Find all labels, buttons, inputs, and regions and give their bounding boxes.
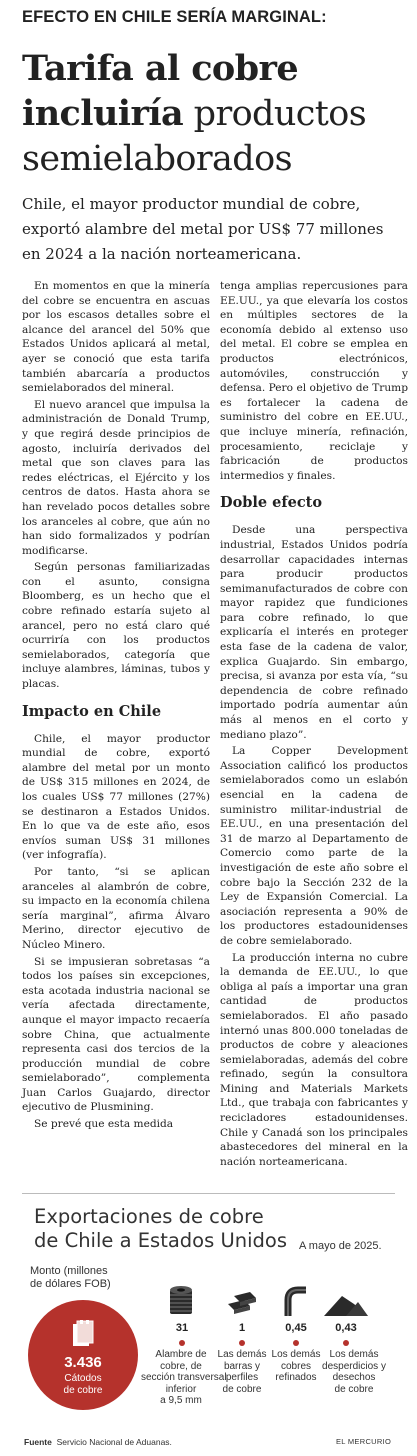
infographic-title-line: Exportaciones de cobre [34, 1205, 264, 1228]
scrap-label-line: desperdicios y [322, 1360, 386, 1372]
article-column-1 [22, 279, 210, 1134]
unit-line: Monto (millones [30, 1265, 108, 1277]
wire-label-line: cobre, de [160, 1360, 202, 1372]
scrap-label-line: desechos [332, 1372, 376, 1383]
article-column-2 [220, 279, 408, 1171]
paragraph: Se prevé que esta medida [34, 1118, 174, 1131]
infographic-unit [30, 1265, 140, 1291]
bars-label-line: de cobre [222, 1383, 262, 1395]
paragraph: La producción interna no cubre la demanda de EE.UU., lo que obliga al país a importar una gran cantidad de productos semielaborados. El año pasado internó unas 800.000 toneladas de productos de cobre y aleaciones semielaboradas, además del cobre refinado, según la consultora Mining and Materials Markets Ltd., que trabaja con fabricantes y recicladores estadounidenses. Chile y Canadá son los principales abastecedores del mineral en la nación norteamericana. [220, 951, 408, 1168]
scrap-marker [343, 1340, 349, 1346]
paragraph: Según personas familiarizadas con el asunto, consigna Bloomberg, es un hecho que el cobre refinado estaría sujeto al arancel, pero no está claro qué ocurriría con los productos semielaborados, categoría que incluye alambres, láminas, tubos y placas. [22, 561, 210, 691]
paragraph: tenga amplias repercusiones para EE.UU., ya que elevaría los costos en múltiples sectores de la economía debido al extenso uso del metal. El cobre se emplea en productos electrónicos, automóviles, construcción y defensa. Pero el objetivo de Trump es fortalecer la cadena de suministro del cobre en EE.UU., que incluye minería, refinación, procesamiento, reciclaje y fabricación de productos intermedios y finales. [220, 280, 408, 482]
refined-label-line: cobres [280, 1360, 311, 1372]
scrap-label-line: Los demás [329, 1349, 379, 1360]
lede-line: Chile, el mayor productor mundial de cobre, [22, 195, 361, 213]
paragraph: Chile, el mayor productor mundial de cobre, exportó alambre del metal por un monto de US$ 315 millones en 2024, de los cuales US$ 77 millones (27%) se destinaron a Estados Unidos. En lo que va de este año, esos envíos suman US$ 31 millones (ver infografía). [22, 732, 210, 862]
wire-label-line: a 9,5 mm [160, 1395, 202, 1406]
subhead-impacto: Impacto en Chile [22, 702, 162, 720]
copper-cathode-icon [71, 1320, 95, 1350]
wire-value: 31 [175, 1322, 189, 1334]
credit: EL MERCURIO [336, 1437, 392, 1446]
paragraph: El nuevo arancel que impulsa la administración de Donald Trump, y que regirá desde principios de agosto, incluiría derivados del metal que son claves para las redes eléctricas, el Ejército y los centros de datos. Hasta ahora se han revelado pocos detalles sobre los aranceles al cobre, que aún no han sido formalizados y podrían modificarse. [22, 398, 210, 557]
bars-label-line: Las demás [217, 1349, 267, 1360]
scrap-label [316, 1349, 392, 1395]
paragraph: La Copper Development Association calificó los productos semielaborados como un eslabón esencial en la cadena de suministro militar-industrial de EE.UU., en una presentación del 31 de marzo al Departamento de Comercio como parte de la investigación de este año sobre el cobre bajo la Sección 232 de la Ley de Expansión Comercial. La asociación representa a 90% de los productores estadounidenses de cobre semielaborado. [220, 745, 408, 947]
lede-line: exportó alambre del metal por US$ 77 millones [22, 220, 384, 238]
cathodes-label [28, 1373, 138, 1397]
lede-line: en 2024 a la nación norteamericana. [22, 245, 302, 263]
infographic-title [34, 1205, 334, 1253]
infographic-date: A mayo de 2025. [299, 1240, 382, 1252]
infographic-divider [22, 1193, 395, 1194]
wire-coil-icon [166, 1284, 196, 1318]
cathodes-label-line: de cobre [63, 1385, 103, 1396]
bars-label-line: barras y [223, 1360, 261, 1372]
headline-line-1: Tarifa al cobre [22, 48, 299, 89]
headline [22, 46, 407, 182]
wire-label-line: inferior [165, 1383, 197, 1395]
bars-value: 1 [238, 1322, 246, 1334]
paragraph: Desde una perspectiva industrial, Estados Unidos podría desarrollar capacidades internas para producir productos semimanufacturados de cobre con mayor rapidez que fundiciones para cobre refinado, lo que explicaría el interés en proteger esta fase de la cadena de valor, explica Guajardo. Sin embargo, precisa, si avanza por esta vía, “su dependencia de cobre refinado importado podría aumentar aún más al menos en el corto y mediano plazo”. [220, 524, 408, 741]
wire-label [141, 1349, 227, 1407]
wire-label-line: sección transversal [141, 1372, 227, 1383]
infographic-title-line: de Chile a Estados Unidos [34, 1229, 287, 1252]
scrap-pile-icon [324, 1294, 368, 1316]
refined-label-line: refinados [275, 1372, 317, 1383]
unit-line: de dólares FOB) [30, 1278, 111, 1290]
cathodes-label-line: Cátodos [64, 1373, 102, 1384]
source-label: Fuente [24, 1437, 52, 1447]
scrap-label-line: de cobre [334, 1383, 374, 1395]
bars-label [212, 1349, 272, 1395]
scrap-value: 0,43 [335, 1322, 357, 1334]
paragraph: En momentos en que la minería del cobre se encuentra en ascuas por los escasos detalles sobre el alcance del arancel del 50% que Estados Unidos aplicará al metal, ayer se conoció que esta tarifa también abarcaría a productos semielaborados del mineral. [22, 280, 210, 395]
wire-marker [179, 1340, 185, 1346]
headline-line-3: semielaborados [22, 139, 292, 179]
paragraph: Por tanto, “si se aplican aranceles al alambrón de cobre, su impacto en la economía chilena sería marginal”, afirma Álvaro Merino, director ejecutivo de Núcleo Minero. [22, 865, 210, 951]
headline-line-2-bold: incluiría [22, 93, 184, 134]
copper-bars-icon [226, 1290, 258, 1316]
source-note [24, 1437, 172, 1447]
bars-label-line: perfiles [225, 1372, 259, 1383]
refined-label-line: Los demás [271, 1349, 321, 1360]
headline-line-2-rest: productos [183, 94, 367, 134]
copper-pipe-icon [282, 1284, 310, 1318]
paragraph: Si se impusieran sobretasas “a todos los países sin excepciones, esta acotada industria nacional se vería afectada directamente, aunque el mayor impacto recaería sobre China, que actualmente representa casi dos tercios de la producción mundial de cobre semielaborado”, complementa Juan Carlos Guajardo, director ejecutivo de Plusmining. [22, 955, 210, 1114]
refined-marker [293, 1340, 299, 1346]
source-text: Servicio Nacional de Aduanas. [56, 1437, 172, 1447]
bars-marker [239, 1340, 245, 1346]
wire-label-line: Alambre de [155, 1349, 207, 1360]
kicker: EFECTO EN CHILE SERÍA MARGINAL: [22, 8, 327, 26]
refined-value: 0,45 [285, 1322, 307, 1334]
subhead-doble-efecto: Doble efecto [220, 494, 323, 512]
cathodes-value: 3.436 [64, 1354, 102, 1371]
lede [22, 192, 410, 267]
